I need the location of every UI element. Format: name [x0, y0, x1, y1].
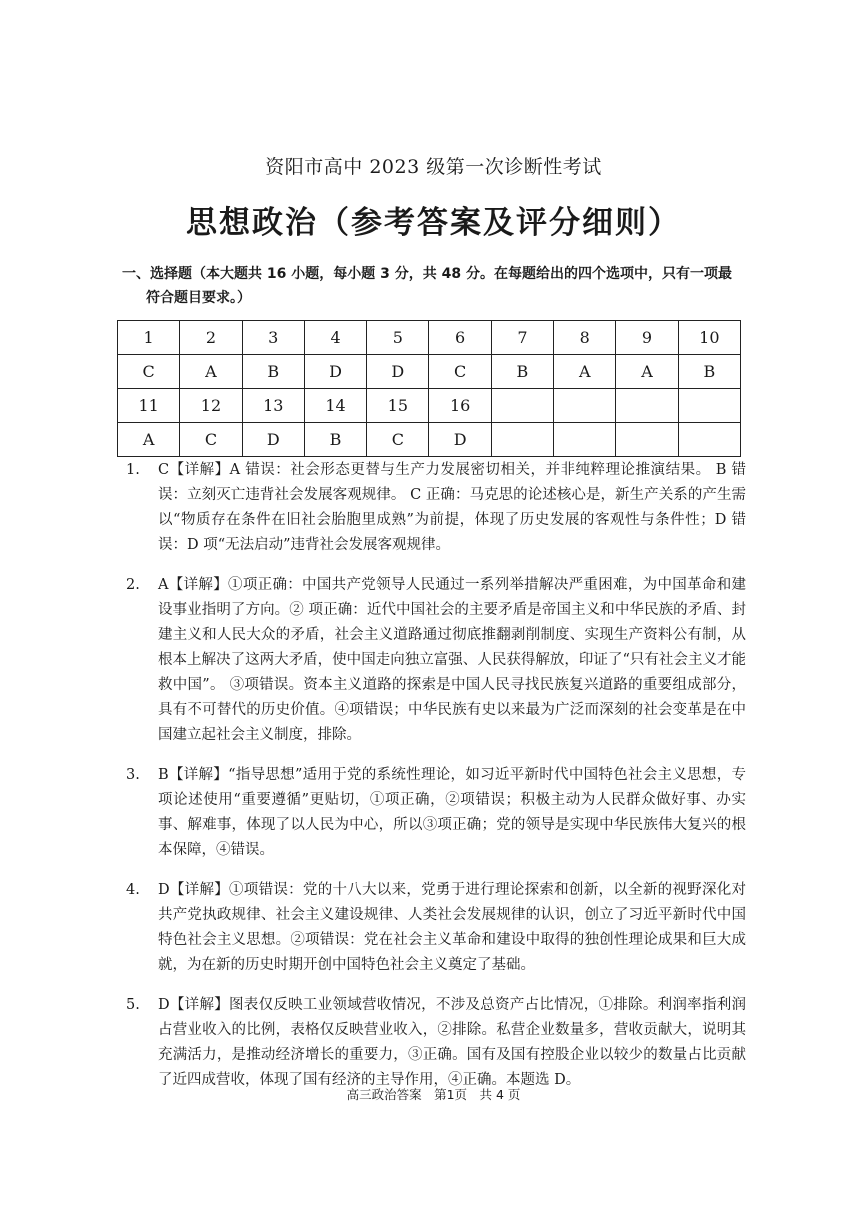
table-cell: A [554, 355, 616, 389]
item-text: C【详解】A 错误：社会形态更替与生产力发展密切相关，并非纯粹理论推演结果。 B 错误：立刻灭亡违背社会发展客观规律。 C 正确：马克思的论述核心是，新生产关系的产生需以“物质存在条件在旧社会胎胞里成熟”为前提，体现了历史发展的客观性与条件性；D 错误：D 项“无法启动”违背社会发展客观规律。 [158, 462, 746, 553]
exam-subtitle: 资阳市高中 2023 级第一次诊断性考试 [265, 156, 602, 178]
page-title: 思想政治（参考答案及评分细则） [186, 205, 681, 241]
table-cell: D [367, 355, 429, 389]
item-text: B【详解】“指导思想”适用于党的系统性理论，如习近平新时代中国特色社会主义思想，专项论述使用“重要遵循”更贴切，①项正确，②项错误；积极主动为人民群众做好事、办实事、解难事，体现了以人民为中心，所以③项正确；党的领导是实现中华民族伟大复兴的根本保障，④错误。 [158, 767, 746, 858]
table-cell: C [180, 423, 242, 457]
explanation-item [126, 763, 746, 863]
page-footer: 高三政治答案 第1页 共 4 页 [346, 1087, 521, 1102]
item-number: 1. [126, 462, 140, 478]
explanation-list [126, 458, 746, 1108]
table-cell: D [242, 423, 304, 457]
item-text: D【详解】图表仅反映工业领域营收情况，不涉及总资产占比情况，①排除。利润率指利润占营业收入的比例，表格仅反映营业收入，②排除。私营企业数量多，营收贡献大，说明其充满活力，是推动经济增长的重要力，③正确。国有及国有控股企业以较少的数量占比贡献了近四成营收，体现了国有经济的主导作用，④正确。本题选 D。 [158, 997, 746, 1088]
table-cell: D [304, 355, 366, 389]
table-cell: 8 [554, 321, 616, 355]
table-cell: C [118, 355, 180, 389]
table-cell: 16 [429, 389, 491, 423]
answer-table [117, 320, 741, 457]
item-text: D【详解】①项错误：党的十八大以来，党勇于进行理论探索和创新，以全新的视野深化对共产党执政规律、社会主义建设规律、人类社会发展规律的认识，创立了习近平新时代中国特色社会主义思想。②项错误：党在社会主义革命和建设中取得的独创性理论成果和巨大成就，为在新的历史时期开创中国特色社会主义奠定了基础。 [158, 882, 746, 973]
explanation-item [126, 993, 746, 1093]
table-cell [491, 389, 553, 423]
table-cell: C [429, 355, 491, 389]
table-cell: 3 [242, 321, 304, 355]
table-cell: 14 [304, 389, 366, 423]
table-row-numbers-2 [118, 389, 741, 423]
table-cell: 13 [242, 389, 304, 423]
table-cell: 10 [678, 321, 740, 355]
section-heading-line1: 一、选择题（本大题共 16 小题，每小题 3 分，共 48 分。在每题给出的四个选项中，只有一项最 [122, 266, 732, 282]
table-cell: A [118, 423, 180, 457]
table-cell: 1 [118, 321, 180, 355]
table-cell [554, 423, 616, 457]
table-cell: B [491, 355, 553, 389]
table-cell [678, 423, 740, 457]
explanation-item [126, 458, 746, 558]
table-cell: B [678, 355, 740, 389]
table-cell: B [242, 355, 304, 389]
table-cell: C [367, 423, 429, 457]
table-cell: 4 [304, 321, 366, 355]
table-cell [616, 389, 678, 423]
section-heading-line2: 符合题目要求。） [146, 290, 251, 306]
table-cell: 6 [429, 321, 491, 355]
table-cell: B [304, 423, 366, 457]
section-heading [122, 262, 742, 310]
table-cell: A [180, 355, 242, 389]
table-cell: 7 [491, 321, 553, 355]
item-number: 2. [126, 577, 140, 593]
item-number: 4. [126, 882, 140, 898]
table-row-answers-1 [118, 355, 741, 389]
item-number: 3. [126, 767, 140, 783]
table-cell: 11 [118, 389, 180, 423]
table-cell: 5 [367, 321, 429, 355]
table-cell [491, 423, 553, 457]
table-row-answers-2 [118, 423, 741, 457]
explanation-item [126, 878, 746, 978]
table-cell: 9 [616, 321, 678, 355]
item-number: 5. [126, 997, 140, 1013]
table-row-numbers-1 [118, 321, 741, 355]
table-cell [616, 423, 678, 457]
table-cell: A [616, 355, 678, 389]
item-text: A【详解】①项正确：中国共产党领导人民通过一系列举措解决严重困难，为中国革命和建设事业指明了方向。② 项正确：近代中国社会的主要矛盾是帝国主义和中华民族的矛盾、封建主义和人民大众的矛盾，社会主义道路通过彻底推翻剥削制度、实现生产资料公有制，从根本上解决了这两大矛盾，使中国走向独立富强、人民获得解放，印证了“只有社会主义才能救中国”。 ③项错误。资本主义道路的探索是中国人民寻找民族复兴道路的重要组成部分，具有不可替代的历史价值。④项错误；中华民族有史以来最为广泛而深刻的社会变革是在中国建立起社会主义制度，排除。 [158, 577, 746, 743]
table-cell [678, 389, 740, 423]
table-cell [554, 389, 616, 423]
table-cell: 2 [180, 321, 242, 355]
table-cell: D [429, 423, 491, 457]
table-cell: 15 [367, 389, 429, 423]
table-cell: 12 [180, 389, 242, 423]
explanation-item [126, 573, 746, 748]
